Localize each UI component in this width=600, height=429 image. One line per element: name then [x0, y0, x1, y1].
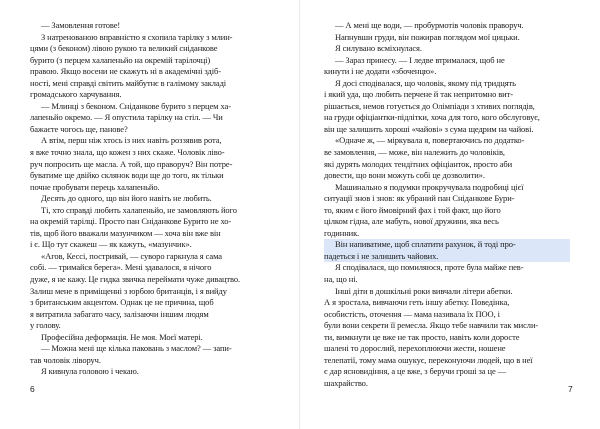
- text-line: які дурять молодих тендітних офіціанток, просто аби: [324, 158, 513, 169]
- text-line: ності, мені справді світить майбутнє в галімому закладі: [30, 77, 227, 88]
- right-page-text: [324, 20, 570, 390]
- text-line: лапеньйо окремо. — Я опустила тарілку на стіл. — Чи: [30, 112, 223, 123]
- text-line: А втім, перш ніж хтось із них навіть роззявив рота,: [41, 135, 222, 146]
- text-line: цями (з беконом) лівою рукою та великий сніданкове: [30, 43, 218, 54]
- text-line: є дар ясновидіння, а це вже, з беручи гроші за це —: [324, 366, 507, 377]
- text-line: з британським акцентом. Однак це не причина, щоб: [30, 297, 214, 308]
- text-line: Десять до одного, що він його навіть не любить.: [41, 193, 212, 204]
- left-page-text: [30, 20, 276, 378]
- text-line: — А мені ще води, — пробурмотів чоловік праворуч.: [335, 20, 524, 30]
- right-page: [300, 0, 600, 429]
- text-line: Інші діти в дошкільні роки вивчали літери абетки.: [335, 285, 513, 296]
- text-line: рішається, немов готується до Олімпіади з хтивих поглядів,: [324, 100, 535, 111]
- text-line: Я силувано всміхнулася.: [335, 43, 422, 54]
- text-line: — Млинці з беконом. Сніданкове бурито з перцем ха-: [41, 100, 231, 111]
- text-line: — Зараз принесу. — І ледве втрималася, щоб не: [335, 54, 505, 65]
- text-line: Професійна деформація. Не моя. Моєї матері.: [41, 331, 203, 342]
- text-line: кинути і не додати «збоченцю».: [324, 66, 437, 77]
- text-line: «Одначе ж, — міркувала я, повертаючись по додатко-: [335, 135, 525, 146]
- text-line: і який уда, що любить перчене й так непритомно вит-: [324, 89, 513, 100]
- text-line: громадського харчування.: [30, 89, 122, 100]
- text-line: Залиш мене в приміщенні з юрбою британців, і я вийду: [30, 285, 227, 296]
- text-line: А я зростала, вивчаючи геть іншу абетку. Поведінка,: [324, 297, 510, 308]
- text-line: цілком гідна, але мабуть, нової дружини, яка весь: [324, 216, 499, 227]
- text-line: Машинально я подумки прокручувала подробиці цієї: [335, 181, 524, 192]
- text-line: на, що ні.: [324, 274, 358, 285]
- text-line: Ті, хто справді любить халапеньйо, не замовляють його: [41, 204, 237, 215]
- text-line: ве замовлення, — може, він належить до чоловіків,: [324, 147, 505, 158]
- text-line: правою. Якщо восени не скажуть ні в академічні здіб-: [30, 66, 221, 77]
- text-line: годинник.: [324, 227, 360, 238]
- text-line: довести, що вони можуть собі це дозволити».: [324, 170, 485, 181]
- text-line: телепатії, тому мама ошукує, переконуючи людей, що в неї: [324, 354, 533, 365]
- text-line: дуже, я не кажу. Це гидка звичка переймати чуже дивацтво.: [30, 274, 241, 285]
- text-line: Напнувши груди, він пожирав поглядом мої цицьки.: [335, 31, 520, 42]
- text-line: З натренованою вправністю я схопила тарілку з млин-: [41, 31, 233, 42]
- text-line: Я досі сподівалася, що чоловік, якому під тридцять: [335, 77, 516, 88]
- text-line: бажаєте чогось ще, панове?: [30, 123, 128, 134]
- right-page-number: 7: [568, 384, 573, 394]
- left-page-number: 6: [30, 384, 35, 394]
- text-line: шалені то дорослий, перехоплюючи жести, ношене: [324, 343, 506, 354]
- text-line: ситуації знов і знов: як убраний пан Сніданкове Бури-: [324, 193, 515, 204]
- text-line: бурито (з перцем халапеньйо на окремій тарілочці): [30, 54, 211, 65]
- text-line: тів, щоб його вважали мазунчиком — хоча він вже він: [30, 227, 221, 238]
- text-line: ти, вимкнути це вже не так просто, навіть коли доросте: [324, 331, 520, 342]
- text-line: падеться і не залишить чайових.: [324, 251, 570, 263]
- text-line: — Можна мені ще кілька паковань з маслом? — запи-: [41, 343, 232, 354]
- text-line: Він напиватиме, щоб сплатити рахунок, й тоді про-: [324, 239, 570, 251]
- text-line: руч попросить ще масла. А той, що праворуч? Він потре-: [30, 158, 233, 169]
- text-line: почне пробувати перець халапеньйо.: [30, 181, 160, 192]
- text-line: були вони секрети її ремесла. Якщо тебе навчили так мисли-: [324, 320, 539, 331]
- text-line: у голову.: [30, 320, 61, 331]
- text-line: «Агов, Кессі, постривай, — суворо гаркнула я сама: [41, 250, 222, 261]
- text-line: шахрайство.: [324, 377, 368, 388]
- text-line: на окремій тарілці. Просто пан Сніданкове Бурито не хо-: [30, 216, 232, 227]
- text-line: Я сподівалася, що помиляюся, проте була майже пев-: [335, 262, 524, 273]
- text-line: він ще залишить хороші «чайові» з сума щедрим на чайові.: [324, 123, 534, 134]
- text-line: буватиме ще двійко склянок води ще до того, як тільки: [30, 170, 224, 181]
- text-line: і є. Що тут скажеш — як кажуть, «мазунчик».: [30, 239, 192, 250]
- text-line: тав чоловік ліворуч.: [30, 354, 101, 365]
- text-line: особистість, оточення — мама називала їх ПОО, і: [324, 308, 500, 319]
- text-line: на груди офіціантки-підлітки, хоча для того, кого обслуговує,: [324, 112, 540, 123]
- text-line: собі. — тримайся берега». Мені здавалося, я нічого: [30, 262, 212, 273]
- text-line: — Замовлення готове!: [41, 20, 121, 30]
- text-line: я витратила забагато часу, залізаючи іншим людям: [30, 308, 209, 319]
- text-line: то, яким є його ймовірний фах і той факт, що його: [324, 204, 501, 215]
- text-line: Я кивнула головою і чекаю.: [41, 366, 139, 377]
- text-line: я вже точно знала, що кожен з них скаже. Чоловік ліво-: [30, 147, 225, 158]
